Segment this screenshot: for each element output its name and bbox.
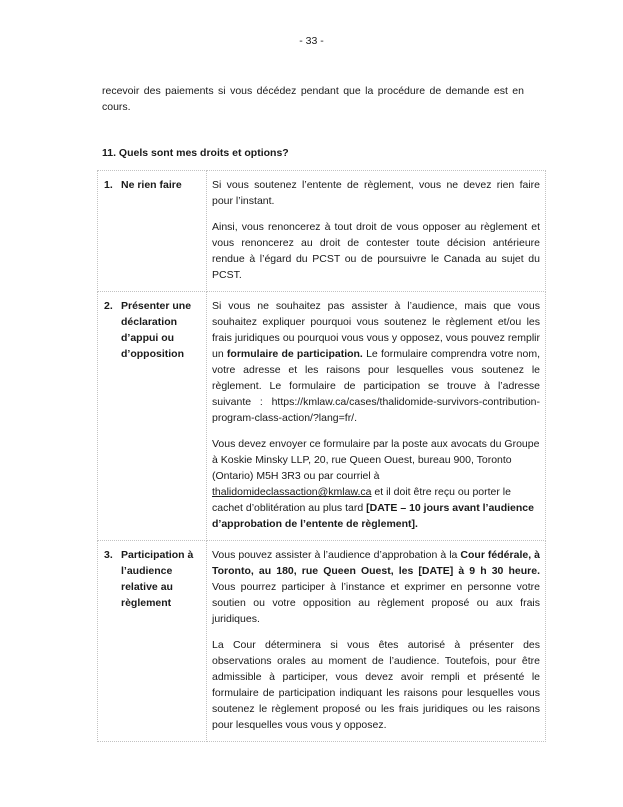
option-number: 3. bbox=[104, 549, 113, 561]
paragraph: Vous devez envoyer ce formulaire par la poste aux avocats du Groupe à Koskie Minsky LLP, 20, rue Queen Ouest, bureau 900, Toronto (Ontario) M5H 3R3 ou par courriel à thalidomideclassaction@kmlaw.ca et il doit être reçu ou porter le cachet d’oblitération au plus tard [DATE – 10 jours avant l’audience d’approbation de l’entente de règlement]. bbox=[212, 438, 540, 530]
option-number: 2. bbox=[104, 300, 113, 312]
paragraph: Si vous soutenez l’entente de règlement, vous ne devez rien faire pour l’instant. bbox=[212, 179, 540, 207]
paragraph: Ainsi, vous renoncerez à tout droit de vous opposer au règlement et vous renoncerez au droit de contester toute décision antérieure rendue à l’égard du PCST ou de poursuivre le Canada au sujet du PCST. bbox=[212, 221, 540, 281]
option-label: Participation à l’audience relative au règlement bbox=[121, 549, 194, 609]
option-label-cell bbox=[98, 171, 207, 292]
option-details-cell bbox=[207, 292, 546, 541]
paragraph: Si vous ne souhaitez pas assister à l’audience, mais que vous souhaitez expliquer pourquoi vous soutenez le règlement et/ou les frais juridiques ou pourquoi vous vous y opposez, vous pouvez remplir un formulaire de participation. Le formulaire comprendra votre nom, votre adresse et les raisons pour lesquelles vous soutenez le règlement. Le formulaire de participation se trouve à l’adresse suivante : https://kmlaw.ca/cases/thalidomide-survivors-contribution-program-class-action/?lang=fr/. bbox=[212, 300, 540, 424]
option-number: 1. bbox=[104, 179, 113, 191]
option-label-cell bbox=[98, 541, 207, 742]
table-row bbox=[98, 292, 546, 541]
settlement-form-url: https://kmlaw.ca/cases/thalidomide-survivors-contribution-program-class-action/?lang=fr/. bbox=[212, 396, 540, 424]
table-row bbox=[98, 171, 546, 292]
paragraph: Vous pouvez assister à l’audience d’approbation à la Cour fédérale, à Toronto, au 180, rue Queen Ouest, les [DATE] à 9 h 30 heure. Vous pourrez participer à l’instance et exprimer en personne votre soutien ou votre opposition au règlement proposé ou aux frais juridiques. bbox=[212, 549, 540, 625]
section-heading: 11. Quels sont mes droits et options? bbox=[102, 147, 289, 159]
option-details-cell bbox=[207, 171, 546, 292]
option-label: Ne rien faire bbox=[121, 179, 182, 191]
option-label: Présenter une déclaration d’appui ou d’opposition bbox=[121, 300, 192, 360]
paragraph: La Cour déterminera si vous êtes autorisé à présenter des observations orales au moment de l’audience. Toutefois, pour être admissible à participer, vous devez avoir rempli et présenté le formulaire de participation indiquant les raisons pour lesquelles vous soutenez le règlement proposé ou les frais juridiques ou les raisons pour lesquelles vous vous y opposez. bbox=[212, 639, 540, 731]
intro-paragraph: recevoir des paiements si vous décédez pendant que la procédure de demande est en cours. bbox=[102, 85, 524, 113]
options-table bbox=[97, 170, 546, 742]
option-label-cell bbox=[98, 292, 207, 541]
email-link[interactable]: thalidomideclassaction@kmlaw.ca bbox=[212, 486, 372, 498]
table-row bbox=[98, 541, 546, 742]
option-details-cell bbox=[207, 541, 546, 742]
page-number: - 33 - bbox=[299, 35, 324, 47]
